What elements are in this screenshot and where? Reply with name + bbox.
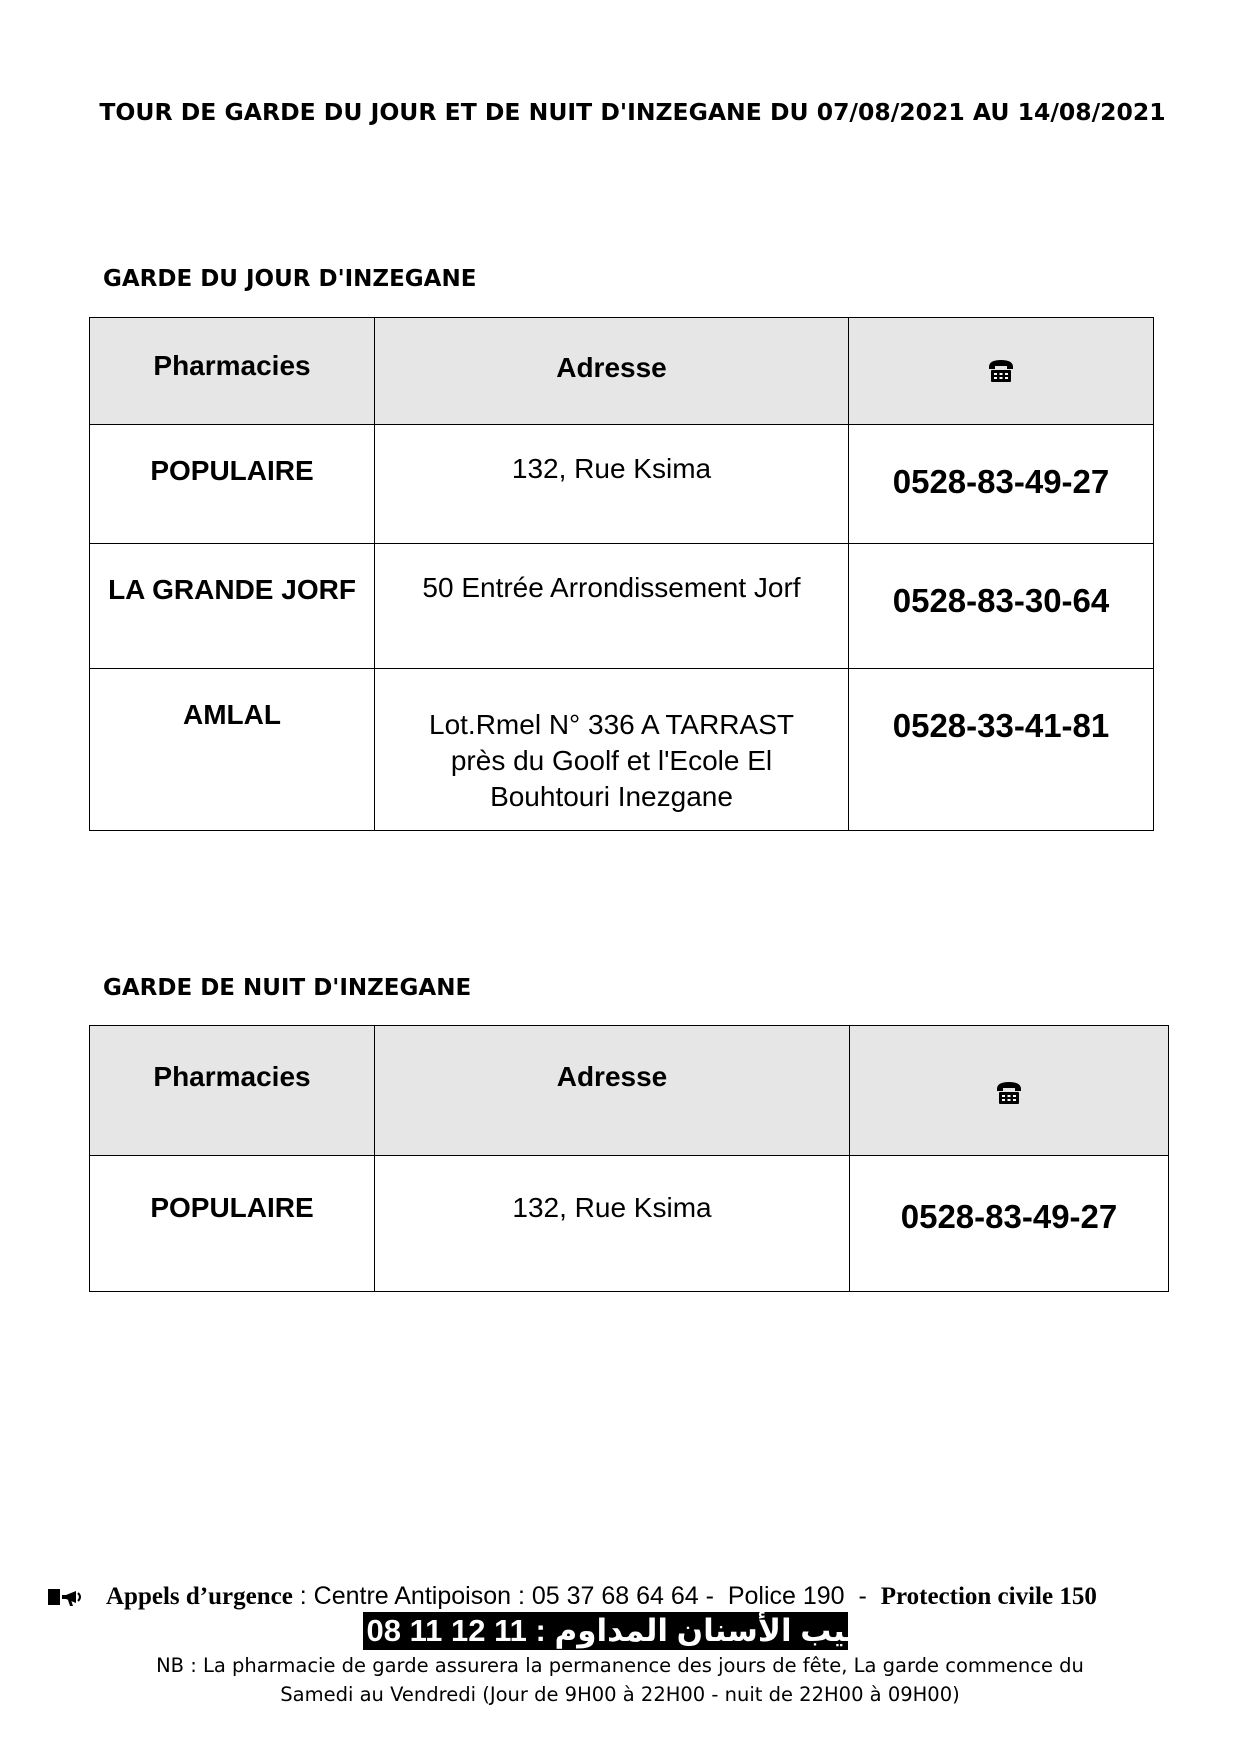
pharmacy-name: LA GRANDE JORF [90, 544, 375, 669]
column-header-phone [850, 1026, 1169, 1156]
emergency-label: Appels d’urgence [106, 1583, 293, 1610]
column-header-adresse: Adresse [375, 318, 849, 425]
table-row [90, 1156, 1169, 1292]
column-header-adresse: Adresse [375, 1026, 850, 1156]
emergency-contacts [48, 1582, 1097, 1611]
separator: : [292, 1582, 314, 1610]
day-section-heading: GARDE DU JOUR D'INZEGANE [103, 266, 477, 292]
note [0, 1651, 1240, 1709]
pharmacy-name: POPULAIRE [90, 425, 375, 544]
night-pharmacy-table [89, 1025, 1169, 1292]
column-header-pharmacies: Pharmacies [90, 1026, 375, 1156]
pharmacy-address: 132, Rue Ksima [375, 1156, 850, 1292]
column-header-phone [849, 318, 1154, 425]
telephone-icon [994, 1078, 1024, 1108]
dentist-on-call-banner: طبيب الأسنان المداوم : 11 12 11 08 06 [323, 1613, 888, 1648]
pharmacy-address: Lot.Rmel N° 336 A TARRAST près du Goolf et l'Ecole El Bouhtouri Inezgane [375, 669, 849, 831]
table-header-row [90, 1026, 1169, 1156]
day-pharmacy-table [89, 317, 1154, 831]
pharmacy-address: 50 Entrée Arrondissement Jorf [375, 544, 849, 669]
column-header-pharmacies: Pharmacies [90, 318, 375, 425]
table-row [90, 425, 1154, 544]
pharmacy-address: 132, Rue Ksima [375, 425, 849, 544]
table-row [90, 544, 1154, 669]
night-section-heading: GARDE DE NUIT D'INZEGANE [103, 975, 472, 1001]
table-row [90, 669, 1154, 831]
phone-megaphone-icon [48, 1585, 96, 1609]
pharmacy-phone: 0528-83-49-27 [849, 425, 1154, 544]
pharmacy-phone: 0528-83-49-27 [850, 1156, 1169, 1292]
protection-civile: Protection civile 150 [880, 1583, 1097, 1610]
note-line-2: Samedi au Vendredi (Jour de 9H00 à 22H00 - nuit de 22H00 à 09H00) [280, 1683, 960, 1706]
page-title: TOUR DE GARDE DU JOUR ET DE NUIT D'INZEGANE DU 07/08/2021 AU 14/08/2021 [99, 98, 1166, 126]
note-line-1: NB : La pharmacie de garde assurera la permanence des jours de fête, La garde commence du [156, 1654, 1084, 1677]
antipoison-police: Centre Antipoison : 05 37 68 64 64 - Police 190 - [313, 1582, 874, 1610]
table-header-row [90, 318, 1154, 425]
pharmacy-name: AMLAL [90, 669, 375, 831]
telephone-icon [986, 356, 1016, 386]
pharmacy-phone: 0528-83-30-64 [849, 544, 1154, 669]
pharmacy-name: POPULAIRE [90, 1156, 375, 1292]
pharmacy-phone: 0528-33-41-81 [849, 669, 1154, 831]
